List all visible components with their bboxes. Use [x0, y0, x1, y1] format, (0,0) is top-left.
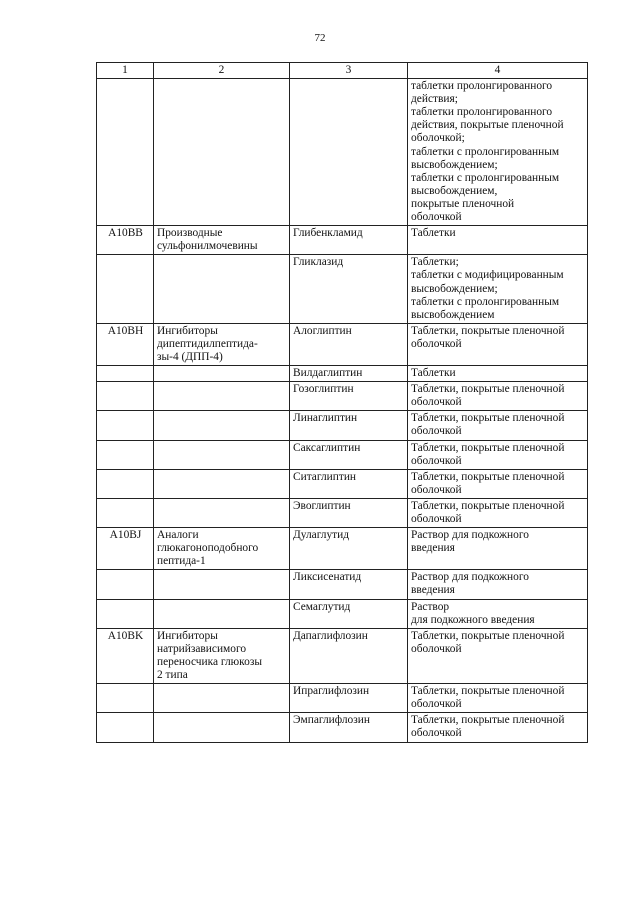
substance-name-cell: Ситаглиптин [290, 469, 408, 498]
dosage-form-cell: Таблетки, покрытые пленочной оболочкой [408, 382, 588, 411]
atc-code-cell: A10BB [97, 226, 154, 255]
atc-code-cell [97, 411, 154, 440]
substance-name-cell: Алоглиптин [290, 323, 408, 365]
pharmacological-group-cell [154, 713, 290, 742]
table-row [97, 570, 588, 599]
page-number: 72 [314, 32, 326, 44]
atc-code-cell [97, 599, 154, 628]
dosage-form-cell: Таблетки, покрытые пленочной оболочкой [408, 323, 588, 365]
table-row [97, 255, 588, 323]
atc-code-cell [97, 498, 154, 527]
atc-code-cell [97, 713, 154, 742]
dosage-form-cell: Раствор для подкожного введения [408, 528, 588, 570]
table-row [97, 713, 588, 742]
substance-name-cell: Вилдаглиптин [290, 366, 408, 382]
pharmacological-group-cell [154, 469, 290, 498]
atc-code-cell [97, 382, 154, 411]
pharmacological-group-cell [154, 570, 290, 599]
substance-name-cell: Глибенкламид [290, 226, 408, 255]
table-header-row [97, 63, 588, 79]
dosage-form-cell: Таблетки, покрытые пленочной оболочкой [408, 498, 588, 527]
atc-code-cell [97, 255, 154, 323]
atc-code-cell: A10BH [97, 323, 154, 365]
substance-name-cell [290, 79, 408, 226]
table-body [97, 79, 588, 742]
dosage-form-cell: Таблетки, покрытые пленочной оболочкой [408, 440, 588, 469]
pharmacological-group-cell [154, 599, 290, 628]
table-row [97, 599, 588, 628]
table-row [97, 411, 588, 440]
substance-name-cell: Ликсисенатид [290, 570, 408, 599]
atc-code-cell [97, 684, 154, 713]
dosage-form-cell: Таблетки [408, 226, 588, 255]
pharmacological-group-cell: Ингибиторы натрийзависимого переносчика глюкозы 2 типа [154, 628, 290, 683]
dosage-form-cell: Таблетки, покрытые пленочной оболочкой [408, 713, 588, 742]
pharmacological-group-cell [154, 498, 290, 527]
substance-name-cell: Линаглиптин [290, 411, 408, 440]
table-row [97, 469, 588, 498]
dosage-form-cell: Таблетки, покрытые пленочной оболочкой [408, 628, 588, 683]
dosage-form-cell: Таблетки, покрытые пленочной оболочкой [408, 411, 588, 440]
atc-code-cell [97, 570, 154, 599]
table-row [97, 440, 588, 469]
table-row [97, 628, 588, 683]
substance-name-cell: Ипраглифлозин [290, 684, 408, 713]
medication-table [96, 62, 588, 743]
column-header: 1 [97, 63, 154, 79]
pharmacological-group-cell [154, 684, 290, 713]
substance-name-cell: Дапаглифлозин [290, 628, 408, 683]
column-header: 2 [154, 63, 290, 79]
substance-name-cell: Эмпаглифлозин [290, 713, 408, 742]
atc-code-cell [97, 366, 154, 382]
atc-code-cell [97, 440, 154, 469]
dosage-form-cell: Таблетки, покрытые пленочной оболочкой [408, 469, 588, 498]
atc-code-cell [97, 79, 154, 226]
substance-name-cell: Гозоглиптин [290, 382, 408, 411]
atc-code-cell: A10BJ [97, 528, 154, 570]
column-header: 3 [290, 63, 408, 79]
table-row [97, 528, 588, 570]
substance-name-cell: Саксаглиптин [290, 440, 408, 469]
substance-name-cell: Дулаглутид [290, 528, 408, 570]
table-row [97, 79, 588, 226]
substance-name-cell: Гликлазид [290, 255, 408, 323]
pharmacological-group-cell [154, 382, 290, 411]
column-header: 4 [408, 63, 588, 79]
pharmacological-group-cell: Ингибиторы дипептидилпептида- зы-4 (ДПП-4) [154, 323, 290, 365]
pharmacological-group-cell [154, 411, 290, 440]
pharmacological-group-cell [154, 79, 290, 226]
pharmacological-group-cell [154, 366, 290, 382]
pharmacological-group-cell: Производные сульфонилмочевины [154, 226, 290, 255]
atc-code-cell [97, 469, 154, 498]
table-row [97, 226, 588, 255]
dosage-form-cell: Раствор для подкожного введения [408, 570, 588, 599]
table-row [97, 498, 588, 527]
dosage-form-cell: таблетки пролонгированного действия; таблетки пролонгированного действия, покрытые пленочной оболочкой; таблетки с пролонгированным высвобождением; таблетки с пролонгированным высвобождением, покрытые пленочной оболочкой [408, 79, 588, 226]
substance-name-cell: Семаглутид [290, 599, 408, 628]
dosage-form-cell: Таблетки; таблетки с модифицированным высвобождением; таблетки с пролонгированным высвобождением [408, 255, 588, 323]
table-row [97, 366, 588, 382]
substance-name-cell: Эвоглиптин [290, 498, 408, 527]
dosage-form-cell: Таблетки, покрытые пленочной оболочкой [408, 684, 588, 713]
table-row [97, 382, 588, 411]
table-row [97, 323, 588, 365]
dosage-form-cell: Раствор для подкожного введения [408, 599, 588, 628]
table-row [97, 684, 588, 713]
atc-code-cell: A10BK [97, 628, 154, 683]
pharmacological-group-cell: Аналоги глюкагоноподобного пептида-1 [154, 528, 290, 570]
pharmacological-group-cell [154, 255, 290, 323]
dosage-form-cell: Таблетки [408, 366, 588, 382]
pharmacological-group-cell [154, 440, 290, 469]
